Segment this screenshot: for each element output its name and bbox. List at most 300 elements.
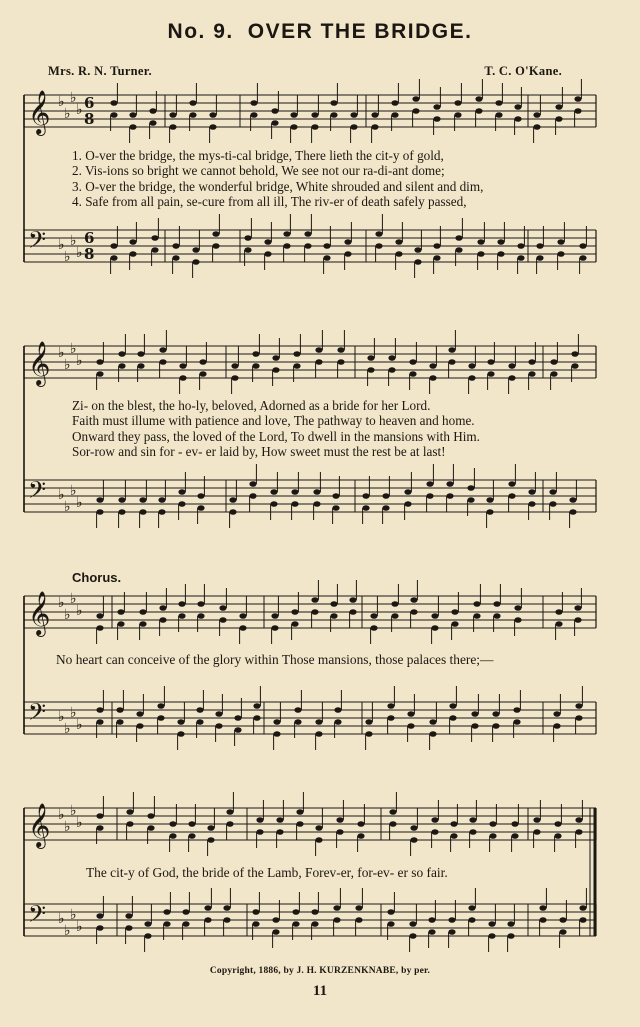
note-head [126, 821, 133, 827]
note-head [507, 933, 514, 939]
note-head [536, 255, 543, 261]
note-head [389, 809, 396, 815]
note-head [426, 481, 433, 487]
note-head [96, 813, 103, 819]
note-head [336, 829, 343, 835]
note-head [431, 625, 438, 631]
note-head [349, 609, 356, 615]
note-head [332, 493, 339, 499]
page-number: 11 [312, 983, 328, 999]
note-head [579, 255, 586, 261]
note-head [151, 235, 158, 241]
note-head [382, 505, 389, 511]
note-head [514, 605, 521, 611]
note-head [362, 493, 369, 499]
note-head [209, 124, 216, 130]
note-head [96, 509, 103, 515]
note-head [336, 817, 343, 823]
time-signature-bottom: 8 [84, 245, 95, 263]
note-head [270, 489, 277, 495]
flat-icon: ♭ [70, 705, 77, 721]
note-head [129, 239, 136, 245]
note-head [448, 359, 455, 365]
note-head [304, 243, 311, 249]
note-head [468, 375, 475, 381]
note-head [574, 617, 581, 623]
verse-block-1 [72, 148, 612, 209]
note-head [212, 231, 219, 237]
time-signature-top: 6 [84, 94, 95, 112]
note-head [197, 493, 204, 499]
note-head [391, 613, 398, 619]
note-head [199, 359, 206, 365]
note-head [249, 481, 256, 487]
note-head [454, 112, 461, 118]
note-head [157, 715, 164, 721]
note-head [407, 723, 414, 729]
flat-icon: ♭ [76, 102, 83, 118]
note-head [110, 100, 117, 106]
bass-clef-icon: 𝄢 [28, 698, 47, 731]
note-head [239, 625, 246, 631]
note-head [291, 501, 298, 507]
note-head [129, 251, 136, 257]
note-head [355, 917, 362, 923]
note-head [330, 601, 337, 607]
note-head [507, 921, 514, 927]
note-head [446, 481, 453, 487]
note-head [451, 621, 458, 627]
note-head [192, 247, 199, 253]
note-head [226, 809, 233, 815]
note-head [244, 235, 251, 241]
note-head [147, 813, 154, 819]
note-head [569, 497, 576, 503]
note-head [169, 124, 176, 130]
note-head [555, 609, 562, 615]
note-head [234, 715, 241, 721]
note-head [574, 108, 581, 114]
note-head [431, 817, 438, 823]
note-head [511, 833, 518, 839]
note-head [409, 933, 416, 939]
note-head [451, 609, 458, 615]
note-head [486, 509, 493, 515]
note-head [129, 124, 136, 130]
note-head [454, 100, 461, 106]
verse-line: 4. Safe from all pain, se-cure from all ill, The riv-er of death safely passed, [72, 193, 467, 209]
note-head [414, 259, 421, 265]
note-head [169, 112, 176, 118]
note-head [497, 239, 504, 245]
note-head [387, 909, 394, 915]
verse-line: 3. O-ver the bridge, the wonderful bridge, White shrouded and silent and dim, [72, 178, 484, 194]
note-head [391, 112, 398, 118]
note-head [179, 363, 186, 369]
note-head [264, 239, 271, 245]
note-head [409, 921, 416, 927]
note-head [172, 255, 179, 261]
verse-line: Sor-row and sin for - ev- er laid by, How sweet must the rest be at last! [72, 443, 446, 459]
note-head [256, 817, 263, 823]
note-head [528, 359, 535, 365]
note-head [272, 917, 279, 923]
note-head [350, 124, 357, 130]
note-head [495, 112, 502, 118]
note-head [252, 351, 259, 357]
note-head [311, 909, 318, 915]
note-head [350, 112, 357, 118]
note-head [414, 247, 421, 253]
note-head [116, 707, 123, 713]
note-head [157, 703, 164, 709]
composer-credit: T. C. O'Kane. [484, 64, 562, 78]
note-head [571, 363, 578, 369]
note-head [149, 108, 156, 114]
note-head [367, 355, 374, 361]
flat-icon: ♭ [58, 595, 65, 611]
time-signature-bottom: 8 [84, 110, 95, 128]
note-head [389, 821, 396, 827]
note-head [333, 905, 340, 911]
hymn-number: No. 9. [167, 20, 234, 43]
note-head [96, 719, 103, 725]
note-head [118, 497, 125, 503]
chorus-lyric-1: No heart can conceive of the glory within Those mansions, those palaces there;— [56, 652, 494, 667]
note-head [177, 731, 184, 737]
note-head [429, 731, 436, 737]
note-head [557, 239, 564, 245]
note-head [207, 837, 214, 843]
note-head [475, 108, 482, 114]
note-head [311, 112, 318, 118]
note-head [273, 731, 280, 737]
note-head [574, 605, 581, 611]
note-head [488, 921, 495, 927]
note-head [315, 837, 322, 843]
note-head [449, 715, 456, 721]
note-head [223, 917, 230, 923]
note-head [192, 259, 199, 265]
note-head [272, 929, 279, 935]
note-head [252, 909, 259, 915]
note-head [371, 112, 378, 118]
flat-icon: ♭ [76, 717, 83, 733]
note-head [388, 367, 395, 373]
note-head [189, 100, 196, 106]
note-head [330, 613, 337, 619]
note-head [239, 613, 246, 619]
note-head [323, 255, 330, 261]
note-head [517, 243, 524, 249]
note-head [294, 707, 301, 713]
note-head [492, 723, 499, 729]
note-head [159, 605, 166, 611]
note-head [159, 617, 166, 623]
note-head [271, 613, 278, 619]
note-head [579, 905, 586, 911]
treble-clef-icon: 𝄞 [28, 341, 51, 385]
note-head [410, 837, 417, 843]
note-head [199, 371, 206, 377]
note-head [189, 112, 196, 118]
note-head [291, 621, 298, 627]
note-head [575, 829, 582, 835]
note-head [250, 100, 257, 106]
note-head [330, 100, 337, 106]
flat-icon: ♭ [76, 815, 83, 831]
note-head [404, 501, 411, 507]
note-head [291, 609, 298, 615]
note-head [96, 625, 103, 631]
note-head [226, 821, 233, 827]
note-head [330, 112, 337, 118]
flat-icon: ♭ [58, 94, 65, 110]
note-head [147, 825, 154, 831]
note-head [253, 715, 260, 721]
note-head [313, 501, 320, 507]
note-head [110, 112, 117, 118]
note-head [250, 112, 257, 118]
flat-icon: ♭ [64, 721, 71, 737]
note-head [313, 489, 320, 495]
note-head [197, 601, 204, 607]
note-head [182, 909, 189, 915]
note-head [571, 351, 578, 357]
flat-icon: ♭ [70, 341, 77, 357]
note-head [204, 917, 211, 923]
note-head [468, 917, 475, 923]
flat-icon: ♭ [64, 607, 71, 623]
note-head [579, 243, 586, 249]
chorus-lyric-2: The cit-y of God, the bride of the Lamb, Forev-er, for-ev- er so fair. [86, 865, 448, 880]
note-head [311, 921, 318, 927]
flat-icon: ♭ [64, 819, 71, 835]
note-head [370, 625, 377, 631]
note-head [395, 239, 402, 245]
note-head [549, 489, 556, 495]
note-head [528, 489, 535, 495]
note-head [283, 231, 290, 237]
note-head [296, 821, 303, 827]
flat-icon: ♭ [58, 807, 65, 823]
note-head [471, 723, 478, 729]
note-head [129, 112, 136, 118]
note-head [126, 809, 133, 815]
bass-clef-icon: 𝄢 [28, 226, 47, 259]
note-head [575, 817, 582, 823]
note-head [357, 833, 364, 839]
note-head [473, 613, 480, 619]
note-head [231, 363, 238, 369]
note-head [486, 497, 493, 503]
note-head [244, 247, 251, 253]
note-head [212, 243, 219, 249]
note-head [539, 905, 546, 911]
note-head [410, 609, 417, 615]
note-head [395, 251, 402, 257]
note-head [118, 351, 125, 357]
note-head [536, 243, 543, 249]
verse-line: Onward they pass, the loved of the Lord, To dwell in the mansions with Him. [72, 428, 480, 444]
note-head [412, 96, 419, 102]
note-head [215, 723, 222, 729]
note-head [391, 601, 398, 607]
note-head [409, 359, 416, 365]
note-head [273, 719, 280, 725]
note-head [467, 485, 474, 491]
note-head [555, 621, 562, 627]
note-head [575, 715, 582, 721]
flat-icon: ♭ [76, 603, 83, 619]
note-head [433, 104, 440, 110]
note-head [533, 829, 540, 835]
note-head [446, 493, 453, 499]
flat-icon: ♭ [70, 907, 77, 923]
note-head [477, 239, 484, 245]
note-head [349, 597, 356, 603]
note-head [249, 493, 256, 499]
note-head [118, 509, 125, 515]
note-head [136, 723, 143, 729]
note-head [311, 124, 318, 130]
note-head [271, 108, 278, 114]
note-head [264, 251, 271, 257]
note-head [487, 371, 494, 377]
note-head [136, 711, 143, 717]
time-signature-top: 6 [84, 229, 95, 247]
note-head [511, 821, 518, 827]
note-head [489, 833, 496, 839]
note-head [528, 371, 535, 377]
note-head [334, 719, 341, 725]
note-head [315, 731, 322, 737]
note-head [219, 605, 226, 611]
note-head [177, 719, 184, 725]
flat-icon: ♭ [58, 237, 65, 253]
flat-icon: ♭ [58, 709, 65, 725]
note-head [429, 363, 436, 369]
note-head [219, 617, 226, 623]
note-head [334, 707, 341, 713]
note-head [196, 707, 203, 713]
note-head [158, 497, 165, 503]
note-head [293, 351, 300, 357]
note-head [489, 821, 496, 827]
note-head [163, 909, 170, 915]
note-head [555, 104, 562, 110]
note-head [311, 609, 318, 615]
note-head [293, 363, 300, 369]
verse-block-2 [72, 398, 612, 459]
note-head [290, 124, 297, 130]
note-head [270, 501, 277, 507]
note-head [473, 601, 480, 607]
note-head [96, 707, 103, 713]
note-head [455, 247, 462, 253]
note-head [271, 120, 278, 126]
note-head [426, 493, 433, 499]
note-head [291, 489, 298, 495]
note-head [559, 929, 566, 935]
note-head [231, 375, 238, 381]
flat-icon: ♭ [70, 90, 77, 106]
note-head [431, 613, 438, 619]
note-head [488, 933, 495, 939]
note-head [294, 719, 301, 725]
note-head [149, 120, 156, 126]
note-head [117, 609, 124, 615]
note-head [96, 613, 103, 619]
treble-clef-icon: 𝄞 [28, 591, 51, 635]
note-head [223, 905, 230, 911]
note-head [371, 124, 378, 130]
note-head [139, 609, 146, 615]
note-head [549, 501, 556, 507]
note-head [449, 703, 456, 709]
note-head [96, 371, 103, 377]
note-head [196, 719, 203, 725]
note-head [344, 239, 351, 245]
note-head [290, 112, 297, 118]
note-head [337, 347, 344, 353]
verse-line: 2. Vis-ions so bright we cannot behold, We see not our ra-di-ant dome; [72, 163, 445, 179]
note-head [256, 829, 263, 835]
note-head [178, 601, 185, 607]
note-head [557, 251, 564, 257]
note-head [533, 124, 540, 130]
flat-icon: ♭ [64, 249, 71, 265]
note-head [428, 929, 435, 935]
chorus-label: Chorus. [72, 570, 122, 585]
copyright-notice: Copyright, 1886, by J. H. KURZENKNABE, by per. [209, 966, 431, 976]
note-head [315, 347, 322, 353]
note-head [117, 621, 124, 627]
note-head [276, 817, 283, 823]
note-head [508, 481, 515, 487]
flat-icon: ♭ [76, 495, 83, 511]
note-head [528, 501, 535, 507]
note-head [468, 363, 475, 369]
flat-icon: ♭ [76, 245, 83, 261]
note-head [471, 711, 478, 717]
note-head [514, 617, 521, 623]
note-head [178, 489, 185, 495]
note-head [555, 116, 562, 122]
note-head [139, 509, 146, 515]
verse-line: 1. O-ver the bridge, the mys-ti-cal bridge, There lieth the cit-y of gold, [72, 148, 444, 163]
treble-clef-icon: 𝄞 [28, 803, 51, 847]
note-head [215, 711, 222, 717]
note-head [110, 243, 117, 249]
flat-icon: ♭ [70, 803, 77, 819]
note-head [514, 116, 521, 122]
bass-clef-icon: 𝄢 [28, 900, 47, 933]
note-head [367, 367, 374, 373]
note-head [469, 829, 476, 835]
note-head [272, 355, 279, 361]
note-head [355, 905, 362, 911]
note-head [554, 833, 561, 839]
note-head [252, 921, 259, 927]
note-head [144, 933, 151, 939]
note-head [412, 108, 419, 114]
note-head [188, 833, 195, 839]
note-head [137, 363, 144, 369]
flat-icon: ♭ [64, 357, 71, 373]
note-head [118, 363, 125, 369]
note-head [139, 497, 146, 503]
